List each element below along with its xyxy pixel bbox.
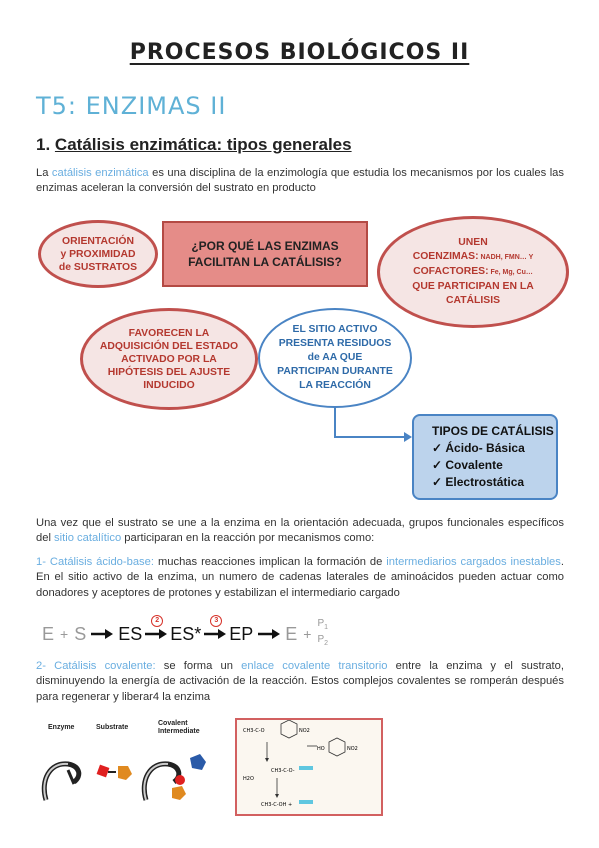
arrow-right-icon [90, 624, 114, 645]
para4-text: se forma un [155, 660, 242, 672]
label-substrate: Substrate [96, 724, 129, 731]
catalysis-type-item [432, 475, 556, 489]
coenzymes-examples: NADH, FMN… Y [478, 254, 534, 261]
para3-text: muchas reacciones implican la formación de [153, 556, 387, 568]
svg-text:CH3-C-O-: CH3-C-O- [271, 768, 295, 774]
para2-text-end: participaran en la reacción por mecanismos como: [121, 532, 375, 545]
oval-coenzymes-line [412, 265, 533, 280]
oval-orientation-line: y PROXIMIDAD [60, 248, 136, 260]
oval-coenzymes [377, 216, 569, 328]
paragraph-active-site [36, 516, 564, 547]
check-icon: ✓ [432, 441, 446, 455]
step-badge: 3 [210, 615, 222, 627]
oval-coenzymes-line: CATÁLISIS [445, 295, 501, 306]
oval-active-line: LA REACCIÓN [299, 380, 371, 391]
reaction-products [317, 618, 328, 650]
oval-coenzymes-line [412, 250, 533, 265]
oval-active-line: PRESENTA RESIDUOS [278, 338, 392, 349]
product-symbol: P [317, 634, 325, 645]
svg-text:NO2: NO2 [347, 746, 358, 752]
catalysis-type-label: Electrostática [445, 475, 525, 489]
covalent-mechanism-figure [235, 718, 383, 816]
label-intermediate: Intermediate [158, 728, 200, 735]
oval-coenzymes-line: UNEN [458, 237, 488, 248]
para2-text: Una vez que el sustrato se une a la enzima en la orientación adecuada, grupos funcionales específicos del [36, 517, 564, 545]
product-sub: 2 [324, 640, 329, 647]
oval-active-site [258, 308, 412, 408]
para4-heading: 2- Catálisis covalente: [36, 660, 156, 672]
oval-active-line: de AA QUE [307, 352, 363, 363]
step-badge: 2 [151, 615, 163, 627]
oval-transition-state [80, 308, 258, 410]
product-sub: 1 [324, 624, 329, 631]
product-2 [317, 634, 328, 650]
label-covalent: Covalent [158, 720, 188, 727]
subheading-number: 1. [36, 135, 51, 154]
catalysis-types-title: TIPOS DE CATÁLISIS [432, 424, 554, 438]
check-icon: ✓ [432, 475, 446, 489]
arrow-step3 [203, 616, 227, 645]
subheading [36, 135, 352, 155]
question-box [162, 221, 368, 287]
subheading-text: Catálisis enzimática: tipos generales [54, 135, 352, 154]
catalysis-type-item [432, 441, 556, 455]
coenzymes-label: COENZIMAS: [412, 251, 479, 262]
oval-transition-line: FAVORECEN LA [128, 327, 210, 339]
product-symbol: P [317, 618, 325, 629]
svg-text:CH3-C-O: CH3-C-O [243, 728, 265, 734]
oval-transition-line: INDUCIDO [143, 379, 195, 391]
reaction-enzyme-free: E [285, 623, 298, 644]
covalent-cartoon-figure [40, 720, 230, 820]
oval-transition-line: HIPÓTESIS DEL AJUSTE [107, 366, 231, 378]
intro-text: La [36, 167, 52, 179]
cofactors-examples: Fe, Mg, Cu… [488, 269, 533, 276]
catalysis-type-item [432, 458, 556, 472]
oval-active-line: PARTICIPAN DURANTE [277, 366, 393, 377]
svg-text:CH3-C-OH +: CH3-C-OH + [261, 802, 293, 808]
oval-transition-line: ADQUISICIÓN DEL ESTADO [99, 340, 239, 352]
arrow-step2 [144, 616, 168, 645]
check-icon: ✓ [432, 458, 446, 472]
para4-term: enlace covalente transitorio [241, 660, 388, 672]
oval-orientation [38, 220, 158, 288]
svg-text:HO: HO [317, 746, 325, 752]
label-covalent-intermediate [158, 720, 200, 736]
cofactors-label: COFACTORES: [413, 266, 489, 277]
reaction-ep: EP [229, 623, 254, 644]
intro-paragraph [36, 166, 564, 197]
label-enzyme: Enzyme [48, 724, 75, 731]
chemical-mechanism-illustration [237, 720, 381, 814]
para4-text-end: entre la enzima y el sustrato, disminuyendo la energía de activación de la reacción. Estos complejos covalentes se romperán después para regenerar y liberar4 la enzima [36, 660, 564, 703]
oval-transition-line: ACTIVADO POR LA [121, 353, 217, 365]
reaction-plus: + [60, 626, 69, 642]
page-title: PROCESOS BIOLÓGICOS II [129, 40, 470, 65]
para2-term: sitio catalítico [54, 532, 122, 545]
reaction-substrate: S [74, 623, 87, 644]
section-heading: T5: ENZIMAS II [36, 92, 227, 120]
oval-coenzymes-line: QUE PARTICIPAN EN LA [412, 281, 534, 292]
product-1 [317, 618, 328, 634]
question-line: FACILITAN LA CATÁLISIS? [188, 255, 342, 269]
oval-orientation-line: ORIENTACIÓN [62, 235, 134, 247]
oval-active-line: EL SITIO ACTIVO [292, 324, 378, 335]
catalysis-types-box [412, 414, 558, 500]
reaction-es-star: ES* [170, 623, 202, 644]
oval-orientation-line: de SUSTRATOS [58, 261, 138, 273]
enzyme-substrate-illustration [40, 740, 230, 818]
reaction-es: ES [118, 623, 143, 644]
question-line: ¿POR QUÉ LAS ENZIMAS [191, 239, 339, 253]
arrow-right-icon [257, 624, 281, 645]
para3-heading: 1- Catálisis ácido-base: [36, 556, 154, 568]
svg-text:H2O: H2O [243, 776, 254, 782]
intro-text-end: es una disciplina de la enzimología que estudia los mecanismos por los cuales las enzimas aceleran la conversión del sustrato en producto [36, 167, 564, 195]
para3-term: intermediarios cargados inestables [386, 556, 561, 568]
reaction-enzyme: E [42, 623, 55, 644]
para3-text-end: . En el sitio activo de la enzima, un numero de cadenas laterales de aminoácidos pueden actuar como donadores y aceptores de protones y estabilizan el intermediario cargado [36, 556, 564, 599]
reaction-plus: + [303, 626, 312, 642]
catalysis-type-label: Covalente [445, 458, 503, 472]
catalysis-type-label: Ácido- Básica [445, 441, 525, 455]
paragraph-covalent [36, 659, 564, 705]
intro-term: catálisis enzimática [51, 167, 149, 179]
paragraph-acid-base [36, 555, 564, 601]
reaction-equation [42, 618, 328, 650]
svg-text:NO2: NO2 [299, 728, 310, 734]
